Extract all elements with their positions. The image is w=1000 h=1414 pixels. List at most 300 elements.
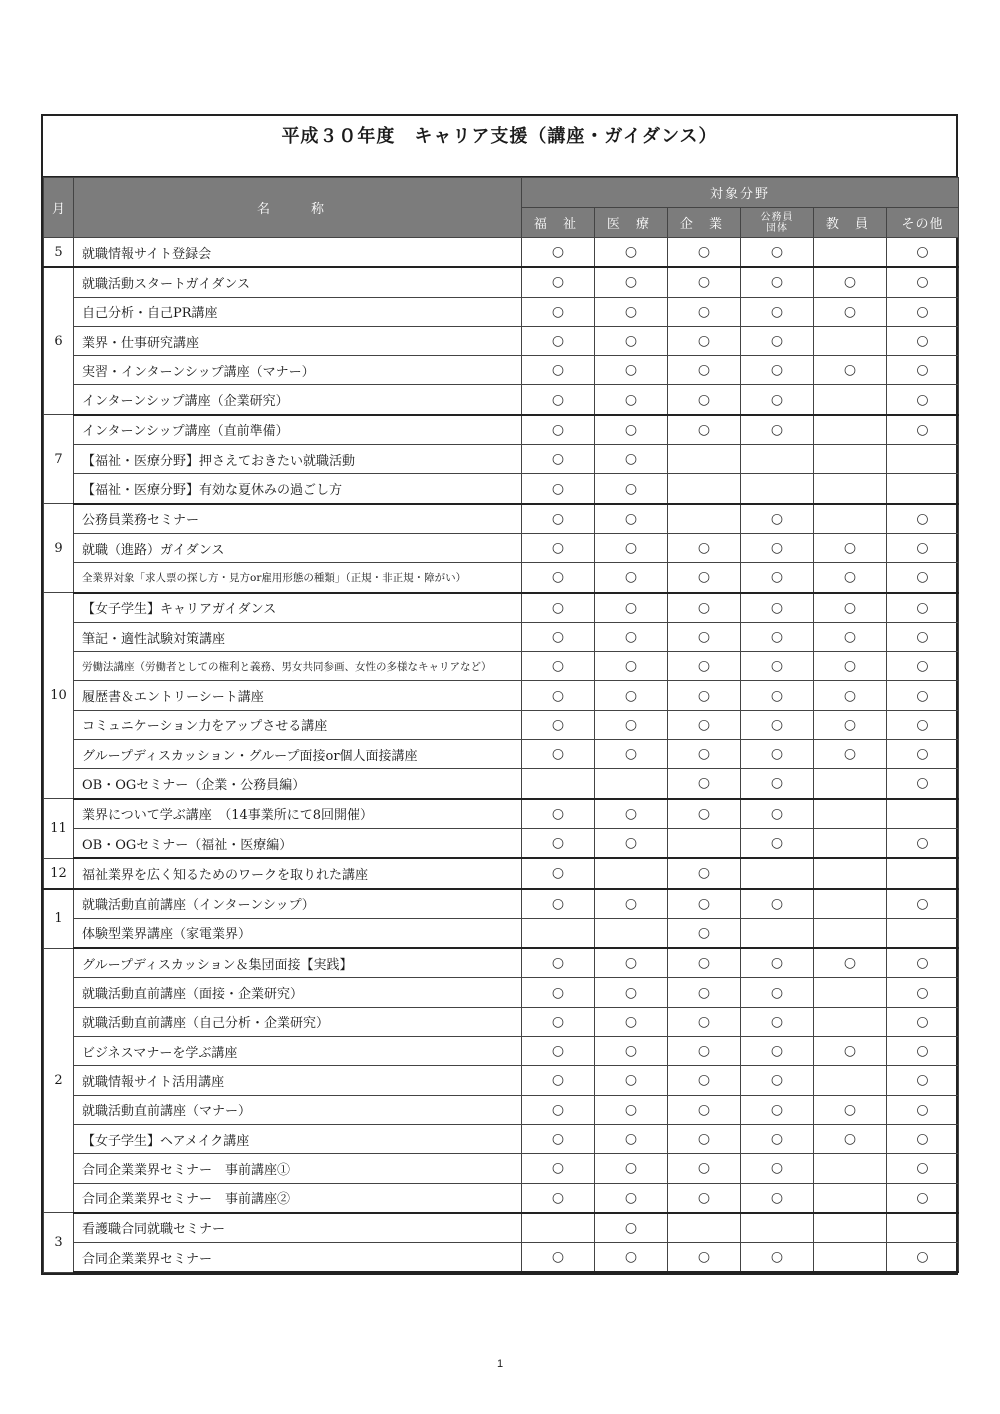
- target-mark-cell: ○: [741, 504, 814, 534]
- target-mark-cell: ○: [814, 622, 887, 651]
- target-mark-cell: ○: [741, 740, 814, 769]
- target-mark-cell: ○: [668, 1154, 741, 1183]
- target-mark-cell: ○: [741, 1007, 814, 1036]
- target-mark-cell: ○: [741, 889, 814, 919]
- target-mark-cell: [814, 445, 887, 474]
- target-mark-cell: ○: [595, 1066, 668, 1095]
- table-row: [44, 1154, 959, 1183]
- target-mark-cell: ○: [887, 828, 959, 858]
- table-row: [44, 593, 959, 623]
- target-mark-cell: ○: [595, 385, 668, 415]
- table-row: [44, 1124, 959, 1153]
- target-mark-cell: ○: [887, 504, 959, 534]
- target-mark-cell: ○: [595, 504, 668, 534]
- target-mark-cell: ○: [668, 1095, 741, 1124]
- target-mark-cell: ○: [887, 1183, 959, 1213]
- target-mark-cell: ○: [741, 297, 814, 326]
- target-mark-cell: ○: [741, 978, 814, 1007]
- target-mark-cell: ○: [741, 828, 814, 858]
- course-name: 【福祉・医療分野】有効な夏休みの過ごし方: [74, 474, 522, 504]
- header-month: 月: [44, 178, 74, 238]
- target-mark-cell: [668, 445, 741, 474]
- target-mark-cell: ○: [668, 1007, 741, 1036]
- course-name: OB・OGセミナー（企業・公務員編）: [74, 769, 522, 799]
- schedule-body: [44, 238, 959, 1273]
- target-mark-cell: ○: [595, 948, 668, 978]
- header-category-welfare: 福 祉: [522, 208, 595, 238]
- target-mark-cell: ○: [522, 1183, 595, 1213]
- target-mark-cell: ○: [522, 622, 595, 651]
- target-mark-cell: ○: [887, 356, 959, 385]
- course-name: 就職活動直前講座（面接・企業研究）: [74, 978, 522, 1007]
- course-name: 就職活動直前講座（インターンシップ）: [74, 889, 522, 919]
- target-mark-cell: ○: [668, 326, 741, 355]
- course-name: コミュニケーション力をアップさせる講座: [74, 710, 522, 739]
- target-mark-cell: ○: [522, 563, 595, 593]
- target-mark-cell: ○: [741, 681, 814, 710]
- target-mark-cell: ○: [887, 769, 959, 799]
- target-mark-cell: ○: [522, 978, 595, 1007]
- schedule-sheet: [41, 114, 958, 1275]
- target-mark-cell: ○: [887, 1154, 959, 1183]
- target-mark-cell: [887, 1213, 959, 1243]
- target-mark-cell: ○: [741, 1154, 814, 1183]
- target-mark-cell: [741, 858, 814, 888]
- target-mark-cell: [814, 504, 887, 534]
- target-mark-cell: ○: [595, 1154, 668, 1183]
- table-row: [44, 978, 959, 1007]
- target-mark-cell: ○: [668, 710, 741, 739]
- target-mark-cell: ○: [595, 1007, 668, 1036]
- target-mark-cell: ○: [887, 563, 959, 593]
- target-mark-cell: ○: [522, 474, 595, 504]
- target-mark-cell: ○: [668, 238, 741, 268]
- target-mark-cell: ○: [522, 326, 595, 355]
- table-row: [44, 918, 959, 948]
- target-mark-cell: [814, 1154, 887, 1183]
- target-mark-cell: ○: [887, 622, 959, 651]
- target-mark-cell: [741, 918, 814, 948]
- target-mark-cell: ○: [741, 563, 814, 593]
- target-mark-cell: ○: [668, 799, 741, 829]
- course-name: 福祉業界を広く知るためのワークを取りれた講座: [74, 858, 522, 888]
- target-mark-cell: ○: [522, 1243, 595, 1273]
- header-category-public-service: [741, 208, 814, 238]
- target-mark-cell: ○: [522, 889, 595, 919]
- target-mark-cell: ○: [522, 415, 595, 445]
- course-name: 合同企業業界セミナー: [74, 1243, 522, 1273]
- target-mark-cell: ○: [741, 415, 814, 445]
- target-mark-cell: ○: [522, 1037, 595, 1066]
- target-mark-cell: [814, 889, 887, 919]
- target-mark-cell: ○: [595, 1037, 668, 1066]
- target-mark-cell: ○: [522, 297, 595, 326]
- course-name: OB・OGセミナー（福祉・医療編）: [74, 828, 522, 858]
- course-name: 就職情報サイト登録会: [74, 238, 522, 268]
- target-mark-cell: [887, 858, 959, 888]
- target-mark-cell: ○: [522, 238, 595, 268]
- target-mark-cell: ○: [668, 652, 741, 681]
- target-mark-cell: [814, 1007, 887, 1036]
- month-cell: 3: [44, 1213, 74, 1273]
- course-name: 【女子学生】キャリアガイダンス: [74, 593, 522, 623]
- table-row: [44, 326, 959, 355]
- target-mark-cell: ○: [741, 238, 814, 268]
- target-mark-cell: ○: [595, 1183, 668, 1213]
- table-row: [44, 504, 959, 534]
- table-row: [44, 681, 959, 710]
- course-name: 合同企業業界セミナー 事前講座②: [74, 1183, 522, 1213]
- target-mark-cell: ○: [887, 948, 959, 978]
- target-mark-cell: ○: [522, 445, 595, 474]
- target-mark-cell: ○: [595, 533, 668, 562]
- target-mark-cell: [522, 1213, 595, 1243]
- target-mark-cell: ○: [522, 1007, 595, 1036]
- target-mark-cell: ○: [522, 828, 595, 858]
- target-mark-cell: ○: [887, 533, 959, 562]
- month-cell: 11: [44, 799, 74, 859]
- course-name: インターンシップ講座（直前準備）: [74, 415, 522, 445]
- target-mark-cell: ○: [595, 1095, 668, 1124]
- target-mark-cell: ○: [741, 593, 814, 623]
- target-mark-cell: ○: [595, 267, 668, 297]
- course-name: 就職活動直前講座（マナー）: [74, 1095, 522, 1124]
- table-row: [44, 533, 959, 562]
- target-mark-cell: ○: [668, 1124, 741, 1153]
- target-mark-cell: ○: [595, 297, 668, 326]
- target-mark-cell: [522, 769, 595, 799]
- target-mark-cell: ○: [814, 593, 887, 623]
- target-mark-cell: ○: [668, 948, 741, 978]
- target-mark-cell: ○: [887, 681, 959, 710]
- header-category-other: その他: [887, 208, 959, 238]
- target-mark-cell: ○: [887, 297, 959, 326]
- target-mark-cell: ○: [522, 652, 595, 681]
- schedule-table: [43, 177, 959, 1273]
- table-row: [44, 799, 959, 829]
- target-mark-cell: ○: [668, 297, 741, 326]
- month-cell: 5: [44, 238, 74, 268]
- target-mark-cell: ○: [595, 356, 668, 385]
- target-mark-cell: ○: [595, 681, 668, 710]
- target-mark-cell: ○: [522, 504, 595, 534]
- table-row: [44, 563, 959, 593]
- table-row: [44, 385, 959, 415]
- table-row: [44, 474, 959, 504]
- target-mark-cell: ○: [741, 769, 814, 799]
- header-category-medical: 医 療: [595, 208, 668, 238]
- target-mark-cell: ○: [887, 326, 959, 355]
- header-target-field: 対象分野: [522, 178, 959, 208]
- target-mark-cell: ○: [741, 948, 814, 978]
- table-row: [44, 238, 959, 268]
- target-mark-cell: ○: [668, 681, 741, 710]
- course-name: 実習・インターンシップ講座（マナー）: [74, 356, 522, 385]
- month-cell: 6: [44, 267, 74, 414]
- target-mark-cell: ○: [595, 1243, 668, 1273]
- table-row: [44, 415, 959, 445]
- course-name: 筆記・適性試験対策講座: [74, 622, 522, 651]
- header-name: 名 称: [74, 178, 522, 238]
- target-mark-cell: ○: [595, 622, 668, 651]
- course-name: 合同企業業界セミナー 事前講座①: [74, 1154, 522, 1183]
- target-mark-cell: ○: [741, 1183, 814, 1213]
- month-cell: 10: [44, 593, 74, 799]
- target-mark-cell: [814, 1183, 887, 1213]
- target-mark-cell: [814, 1243, 887, 1273]
- header-category-teacher: 教 員: [814, 208, 887, 238]
- target-mark-cell: ○: [814, 297, 887, 326]
- target-mark-cell: ○: [595, 652, 668, 681]
- month-cell: 2: [44, 948, 74, 1213]
- target-mark-cell: [814, 238, 887, 268]
- target-mark-cell: ○: [887, 238, 959, 268]
- course-name: 労働法講座（労働者としての権利と義務、男女共同参画、女性の多様なキャリアなど）: [74, 652, 522, 681]
- course-name: 就職（進路）ガイダンス: [74, 533, 522, 562]
- course-name: 体験型業界講座（家電業界）: [74, 918, 522, 948]
- target-mark-cell: ○: [595, 563, 668, 593]
- target-mark-cell: ○: [814, 356, 887, 385]
- target-mark-cell: ○: [522, 740, 595, 769]
- table-row: [44, 710, 959, 739]
- target-mark-cell: ○: [522, 858, 595, 888]
- table-row: [44, 1095, 959, 1124]
- target-mark-cell: ○: [741, 326, 814, 355]
- table-row: [44, 828, 959, 858]
- target-mark-cell: ○: [595, 326, 668, 355]
- month-cell: 12: [44, 858, 74, 888]
- target-mark-cell: [522, 918, 595, 948]
- target-mark-cell: [668, 474, 741, 504]
- table-row: [44, 297, 959, 326]
- target-mark-cell: ○: [522, 710, 595, 739]
- target-mark-cell: ○: [741, 1243, 814, 1273]
- target-mark-cell: [814, 769, 887, 799]
- target-mark-cell: ○: [741, 799, 814, 829]
- target-mark-cell: ○: [522, 593, 595, 623]
- target-mark-cell: ○: [595, 415, 668, 445]
- target-mark-cell: [814, 978, 887, 1007]
- target-mark-cell: ○: [595, 445, 668, 474]
- course-name: グループディスカッション・グループ面接or個人面接講座: [74, 740, 522, 769]
- header-category-corporate: 企 業: [668, 208, 741, 238]
- course-name: 履歴書＆エントリーシート講座: [74, 681, 522, 710]
- target-mark-cell: ○: [887, 385, 959, 415]
- target-mark-cell: [595, 858, 668, 888]
- course-name: 就職活動スタートガイダンス: [74, 267, 522, 297]
- target-mark-cell: ○: [741, 1066, 814, 1095]
- course-name: 公務員業務セミナー: [74, 504, 522, 534]
- target-mark-cell: ○: [668, 415, 741, 445]
- target-mark-cell: [595, 769, 668, 799]
- course-name: 業界について学ぶ講座 （14事業所にて8回開催）: [74, 799, 522, 829]
- target-mark-cell: ○: [522, 356, 595, 385]
- table-row: [44, 622, 959, 651]
- target-mark-cell: ○: [522, 1095, 595, 1124]
- table-row: [44, 1243, 959, 1273]
- course-name: グループディスカッション＆集団面接【実践】: [74, 948, 522, 978]
- target-mark-cell: ○: [595, 740, 668, 769]
- table-row: [44, 445, 959, 474]
- month-cell: 9: [44, 504, 74, 593]
- target-mark-cell: ○: [668, 356, 741, 385]
- target-mark-cell: ○: [741, 1095, 814, 1124]
- course-name: ビジネスマナーを学ぶ講座: [74, 1037, 522, 1066]
- page-title: 平成３０年度 キャリア支援（講座・ガイダンス）: [43, 116, 956, 177]
- course-name: 【福祉・医療分野】押さえておきたい就職活動: [74, 445, 522, 474]
- course-name: 業界・仕事研究講座: [74, 326, 522, 355]
- target-mark-cell: ○: [668, 593, 741, 623]
- target-mark-cell: ○: [595, 474, 668, 504]
- target-mark-cell: [668, 1213, 741, 1243]
- target-mark-cell: ○: [668, 1066, 741, 1095]
- target-mark-cell: ○: [522, 681, 595, 710]
- page-number: 1: [496, 1358, 504, 1370]
- table-row: [44, 1037, 959, 1066]
- target-mark-cell: ○: [522, 385, 595, 415]
- table-row: [44, 889, 959, 919]
- target-mark-cell: ○: [595, 828, 668, 858]
- target-mark-cell: [814, 326, 887, 355]
- target-mark-cell: ○: [595, 593, 668, 623]
- target-mark-cell: ○: [887, 652, 959, 681]
- target-mark-cell: [814, 828, 887, 858]
- target-mark-cell: [814, 1213, 887, 1243]
- target-mark-cell: ○: [522, 799, 595, 829]
- target-mark-cell: [668, 504, 741, 534]
- target-mark-cell: ○: [522, 267, 595, 297]
- target-mark-cell: [668, 828, 741, 858]
- target-mark-cell: [814, 918, 887, 948]
- target-mark-cell: ○: [668, 533, 741, 562]
- target-mark-cell: ○: [741, 652, 814, 681]
- table-row: [44, 769, 959, 799]
- target-mark-cell: ○: [668, 1183, 741, 1213]
- target-mark-cell: ○: [887, 740, 959, 769]
- course-name: 全業界対象「求人票の探し方・見方or雇用形態の種類」（正規・非正規・障がい）: [74, 563, 522, 593]
- target-mark-cell: [814, 858, 887, 888]
- target-mark-cell: ○: [741, 1124, 814, 1153]
- target-mark-cell: ○: [741, 710, 814, 739]
- target-mark-cell: ○: [668, 267, 741, 297]
- course-name: 自己分析・自己PR講座: [74, 297, 522, 326]
- target-mark-cell: ○: [668, 1243, 741, 1273]
- target-mark-cell: [595, 918, 668, 948]
- target-mark-cell: ○: [668, 740, 741, 769]
- target-mark-cell: ○: [741, 622, 814, 651]
- target-mark-cell: ○: [814, 1124, 887, 1153]
- target-mark-cell: ○: [522, 1066, 595, 1095]
- target-mark-cell: ○: [814, 652, 887, 681]
- target-mark-cell: ○: [887, 415, 959, 445]
- target-mark-cell: ○: [887, 593, 959, 623]
- target-mark-cell: ○: [887, 1007, 959, 1036]
- table-row: [44, 740, 959, 769]
- table-row: [44, 858, 959, 888]
- month-cell: 7: [44, 415, 74, 504]
- target-mark-cell: ○: [814, 1037, 887, 1066]
- target-mark-cell: ○: [887, 1066, 959, 1095]
- target-mark-cell: ○: [741, 385, 814, 415]
- target-mark-cell: ○: [522, 1124, 595, 1153]
- target-mark-cell: ○: [741, 267, 814, 297]
- target-mark-cell: ○: [668, 889, 741, 919]
- target-mark-cell: [814, 415, 887, 445]
- target-mark-cell: ○: [668, 622, 741, 651]
- target-mark-cell: ○: [595, 1124, 668, 1153]
- target-mark-cell: [741, 445, 814, 474]
- course-name: 就職情報サイト活用講座: [74, 1066, 522, 1095]
- target-mark-cell: ○: [595, 1213, 668, 1243]
- target-mark-cell: ○: [595, 978, 668, 1007]
- target-mark-cell: [887, 918, 959, 948]
- target-mark-cell: ○: [887, 710, 959, 739]
- target-mark-cell: [887, 799, 959, 829]
- course-name: 就職活動直前講座（自己分析・企業研究）: [74, 1007, 522, 1036]
- target-mark-cell: ○: [814, 740, 887, 769]
- target-mark-cell: ○: [595, 710, 668, 739]
- target-mark-cell: ○: [668, 858, 741, 888]
- month-cell: 1: [44, 889, 74, 949]
- course-name: インターンシップ講座（企業研究）: [74, 385, 522, 415]
- table-row: [44, 267, 959, 297]
- target-mark-cell: [814, 1066, 887, 1095]
- table-row: [44, 1213, 959, 1243]
- target-mark-cell: [814, 474, 887, 504]
- target-mark-cell: ○: [668, 385, 741, 415]
- target-mark-cell: [741, 474, 814, 504]
- table-row: [44, 652, 959, 681]
- public-service-label: 公務員 団体: [760, 211, 794, 234]
- target-mark-cell: ○: [887, 1124, 959, 1153]
- target-mark-cell: [814, 385, 887, 415]
- target-mark-cell: ○: [668, 978, 741, 1007]
- target-mark-cell: ○: [668, 918, 741, 948]
- table-row: [44, 356, 959, 385]
- table-row: [44, 1007, 959, 1036]
- target-mark-cell: ○: [595, 799, 668, 829]
- course-name: 看護職合同就職セミナー: [74, 1213, 522, 1243]
- target-mark-cell: ○: [814, 267, 887, 297]
- target-mark-cell: ○: [814, 948, 887, 978]
- target-mark-cell: ○: [814, 563, 887, 593]
- target-mark-cell: ○: [887, 267, 959, 297]
- table-row: [44, 1183, 959, 1213]
- target-mark-cell: ○: [887, 978, 959, 1007]
- target-mark-cell: ○: [887, 889, 959, 919]
- table-row: [44, 948, 959, 978]
- target-mark-cell: ○: [522, 1154, 595, 1183]
- target-mark-cell: ○: [595, 238, 668, 268]
- target-mark-cell: ○: [814, 710, 887, 739]
- table-row: [44, 1066, 959, 1095]
- target-mark-cell: ○: [522, 948, 595, 978]
- course-name: 【女子学生】ヘアメイク講座: [74, 1124, 522, 1153]
- target-mark-cell: [814, 799, 887, 829]
- target-mark-cell: ○: [887, 1243, 959, 1273]
- target-mark-cell: ○: [814, 681, 887, 710]
- target-mark-cell: ○: [595, 889, 668, 919]
- target-mark-cell: [887, 445, 959, 474]
- target-mark-cell: ○: [741, 533, 814, 562]
- target-mark-cell: ○: [741, 1037, 814, 1066]
- target-mark-cell: ○: [668, 769, 741, 799]
- target-mark-cell: ○: [814, 533, 887, 562]
- target-mark-cell: ○: [668, 563, 741, 593]
- target-mark-cell: ○: [668, 1037, 741, 1066]
- target-mark-cell: [887, 474, 959, 504]
- target-mark-cell: ○: [887, 1095, 959, 1124]
